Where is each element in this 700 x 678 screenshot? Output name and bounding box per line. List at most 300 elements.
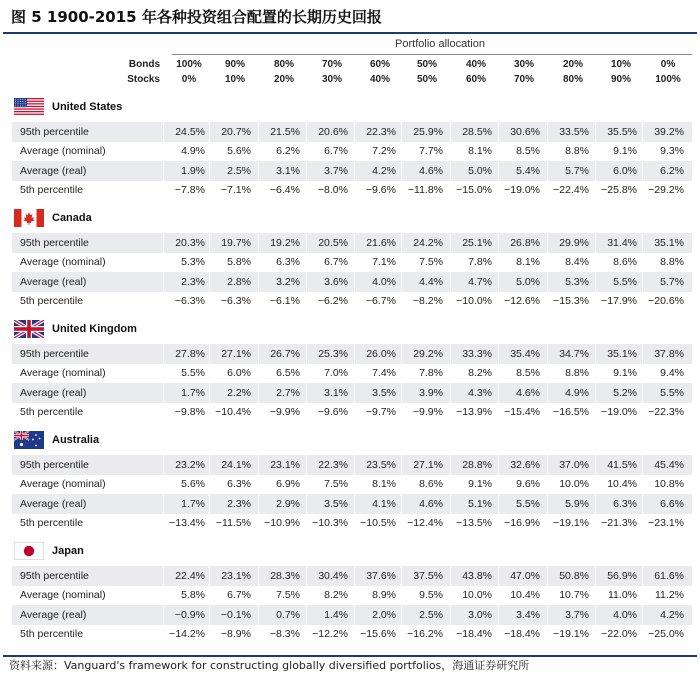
table-cell: 5.2% bbox=[613, 387, 637, 399]
table-cell: −25.0% bbox=[648, 628, 684, 640]
row-label: 95th percentile bbox=[20, 459, 89, 471]
table-cell: 9.3% bbox=[660, 145, 684, 157]
table-cell: 5.5% bbox=[613, 276, 637, 288]
table-cell: 2.5% bbox=[227, 165, 251, 177]
table-cell: 1.9% bbox=[181, 165, 205, 177]
stocks-allocation-header: 50% bbox=[416, 74, 437, 85]
table-cell: −8.9% bbox=[220, 628, 251, 640]
table-cell: 33.3% bbox=[462, 348, 492, 360]
table-cell: 6.2% bbox=[276, 145, 300, 157]
table-cell: 2.3% bbox=[181, 276, 205, 288]
table-cell: 2.3% bbox=[227, 498, 251, 510]
table-cell: 4.6% bbox=[419, 165, 443, 177]
table-cell: 35.5% bbox=[607, 126, 637, 138]
table-cell: 29.2% bbox=[413, 348, 443, 360]
table-cell: −15.0% bbox=[456, 184, 492, 196]
row-label: 5th percentile bbox=[20, 406, 84, 418]
table-cell: −10.4% bbox=[215, 406, 251, 418]
table-cell: 27.8% bbox=[175, 348, 205, 360]
table-cell: −7.1% bbox=[220, 184, 251, 196]
table-cell: −10.9% bbox=[264, 517, 300, 529]
table-row bbox=[12, 383, 692, 403]
table-cell: 6.3% bbox=[227, 478, 251, 490]
table-cell: 22.3% bbox=[318, 459, 348, 471]
table-cell: 3.4% bbox=[516, 609, 540, 621]
table-cell: −9.9% bbox=[269, 406, 300, 418]
table-cell: 4.2% bbox=[372, 165, 396, 177]
country-header bbox=[14, 97, 122, 117]
table-cell: 20.6% bbox=[318, 126, 348, 138]
table-cell: 2.8% bbox=[227, 276, 251, 288]
table-row bbox=[12, 272, 692, 292]
table-cell: −14.2% bbox=[169, 628, 205, 640]
stocks-allocation-header: 10% bbox=[224, 74, 245, 85]
table-cell: −6.3% bbox=[220, 295, 251, 307]
country-name: Japan bbox=[52, 545, 84, 557]
table-cell: 8.6% bbox=[613, 256, 637, 268]
table-cell: −9.6% bbox=[365, 184, 396, 196]
portfolio-allocation-heading: Portfolio allocation bbox=[395, 38, 485, 50]
table-cell: 5.3% bbox=[181, 256, 205, 268]
table-cell: 37.5% bbox=[413, 570, 443, 582]
table-cell: −6.4% bbox=[269, 184, 300, 196]
table-cell: 8.5% bbox=[516, 145, 540, 157]
table-cell: −11.5% bbox=[215, 517, 251, 529]
bonds-allocation-header: 100% bbox=[176, 59, 202, 70]
row-label: 95th percentile bbox=[20, 348, 89, 360]
table-cell: −15.6% bbox=[360, 628, 396, 640]
row-label: Average (nominal) bbox=[20, 256, 106, 268]
table-cell: 21.6% bbox=[366, 237, 396, 249]
table-cell: 4.2% bbox=[660, 609, 684, 621]
table-cell: −7.8% bbox=[174, 184, 205, 196]
table-cell: 9.4% bbox=[660, 367, 684, 379]
table-cell: 2.9% bbox=[276, 498, 300, 510]
table-cell: −12.6% bbox=[504, 295, 540, 307]
table-cell: 35.4% bbox=[510, 348, 540, 360]
row-label: 95th percentile bbox=[20, 570, 89, 582]
row-label: Average (nominal) bbox=[20, 478, 106, 490]
table-cell: 3.0% bbox=[468, 609, 492, 621]
stocks-allocation-header: 30% bbox=[321, 74, 342, 85]
table-cell: 6.7% bbox=[324, 145, 348, 157]
table-cell: 9.1% bbox=[613, 145, 637, 157]
table-cell: 8.4% bbox=[565, 256, 589, 268]
table-cell: −19.1% bbox=[553, 517, 589, 529]
table-cell: 8.1% bbox=[372, 478, 396, 490]
table-row bbox=[12, 122, 692, 142]
table-cell: 5.5% bbox=[181, 367, 205, 379]
row-label: Average (nominal) bbox=[20, 145, 106, 157]
table-row bbox=[12, 566, 692, 586]
bonds-allocation-header: 80% bbox=[273, 59, 294, 70]
table-cell: −8.2% bbox=[412, 295, 443, 307]
table-cell: 19.7% bbox=[221, 237, 251, 249]
table-cell: −9.9% bbox=[412, 406, 443, 418]
row-label: Average (real) bbox=[20, 165, 87, 177]
table-row bbox=[12, 402, 692, 422]
table-cell: −20.6% bbox=[648, 295, 684, 307]
table-row bbox=[12, 233, 692, 253]
table-cell: 3.1% bbox=[324, 387, 348, 399]
table-cell: 23.5% bbox=[366, 459, 396, 471]
table-cell: 33.5% bbox=[559, 126, 589, 138]
table-cell: −9.8% bbox=[174, 406, 205, 418]
table-cell: −19.0% bbox=[504, 184, 540, 196]
table-cell: 5.7% bbox=[565, 165, 589, 177]
table-cell: 25.9% bbox=[413, 126, 443, 138]
figure-title: 图 5 1900-2015 年各种投资组合配置的长期历史回报 bbox=[3, 0, 697, 34]
table-cell: −11.8% bbox=[407, 184, 443, 196]
stocks-allocation-header: 40% bbox=[369, 74, 390, 85]
table-cell: 5.5% bbox=[516, 498, 540, 510]
table-cell: 28.8% bbox=[462, 459, 492, 471]
table-cell: 4.0% bbox=[372, 276, 396, 288]
table-cell: −10.5% bbox=[360, 517, 396, 529]
table-cell: 7.5% bbox=[324, 478, 348, 490]
stocks-allocation-header: 70% bbox=[513, 74, 534, 85]
table-row bbox=[12, 180, 692, 200]
table-cell: −22.3% bbox=[648, 406, 684, 418]
table-cell: 7.4% bbox=[372, 367, 396, 379]
table-cell: 43.8% bbox=[462, 570, 492, 582]
table-cell: 6.0% bbox=[227, 367, 251, 379]
table-cell: 6.5% bbox=[276, 367, 300, 379]
table-cell: 56.9% bbox=[607, 570, 637, 582]
table-cell: 21.5% bbox=[270, 126, 300, 138]
row-label: Average (real) bbox=[20, 498, 87, 510]
table-cell: −6.1% bbox=[269, 295, 300, 307]
table-cell: −0.1% bbox=[220, 609, 251, 621]
table-cell: 2.7% bbox=[276, 387, 300, 399]
table-cell: 4.9% bbox=[565, 387, 589, 399]
table-cell: 30.6% bbox=[510, 126, 540, 138]
table-cell: 27.1% bbox=[221, 348, 251, 360]
bonds-allocation-header: 50% bbox=[416, 59, 437, 70]
table-cell: 24.5% bbox=[175, 126, 205, 138]
table-cell: 4.6% bbox=[419, 498, 443, 510]
table-cell: 8.9% bbox=[372, 589, 396, 601]
table-cell: 8.5% bbox=[516, 367, 540, 379]
bonds-allocation-header: 10% bbox=[610, 59, 631, 70]
table-cell: 34.7% bbox=[559, 348, 589, 360]
table-cell: −22.0% bbox=[601, 628, 637, 640]
country-header bbox=[14, 208, 92, 228]
table-cell: 6.0% bbox=[613, 165, 637, 177]
table-cell: 24.2% bbox=[413, 237, 443, 249]
table-cell: 7.5% bbox=[419, 256, 443, 268]
table-cell: 10.4% bbox=[510, 589, 540, 601]
row-label: 5th percentile bbox=[20, 184, 84, 196]
bonds-allocation-header: 0% bbox=[660, 59, 676, 70]
table-cell: 50.8% bbox=[559, 570, 589, 582]
table-row bbox=[12, 494, 692, 514]
table-row bbox=[12, 585, 692, 605]
stocks-allocation-header: 20% bbox=[273, 74, 294, 85]
table-cell: 4.6% bbox=[516, 387, 540, 399]
row-label: Average (nominal) bbox=[20, 367, 106, 379]
table-cell: 28.3% bbox=[270, 570, 300, 582]
table-cell: 5.0% bbox=[468, 165, 492, 177]
allocation-divider bbox=[172, 54, 692, 55]
table-cell: 7.7% bbox=[419, 145, 443, 157]
stocks-allocation-header: 0% bbox=[181, 74, 197, 85]
table-cell: 37.0% bbox=[559, 459, 589, 471]
table-cell: −15.4% bbox=[504, 406, 540, 418]
row-label: Average (nominal) bbox=[20, 589, 106, 601]
table-cell: −15.3% bbox=[553, 295, 589, 307]
table-cell: 10.0% bbox=[559, 478, 589, 490]
table-cell: 4.3% bbox=[468, 387, 492, 399]
table-cell: 19.2% bbox=[270, 237, 300, 249]
table-cell: 10.0% bbox=[462, 589, 492, 601]
country-name: Canada bbox=[52, 212, 92, 224]
bonds-allocation-header: 20% bbox=[562, 59, 583, 70]
table-row bbox=[12, 363, 692, 383]
table-cell: 11.2% bbox=[655, 589, 684, 601]
table-cell: 3.6% bbox=[324, 276, 348, 288]
table-cell: 3.2% bbox=[276, 276, 300, 288]
table-cell: 23.2% bbox=[175, 459, 205, 471]
table-cell: 27.1% bbox=[413, 459, 443, 471]
row-label: 5th percentile bbox=[20, 628, 84, 640]
table-cell: 6.2% bbox=[660, 165, 684, 177]
stocks-allocation-header: 60% bbox=[465, 74, 486, 85]
country-header bbox=[14, 541, 84, 561]
table-row bbox=[12, 161, 692, 181]
table-cell: −19.0% bbox=[601, 406, 637, 418]
table-cell: 6.3% bbox=[613, 498, 637, 510]
table-cell: 30.4% bbox=[318, 570, 348, 582]
table-cell: −12.2% bbox=[312, 628, 348, 640]
table-cell: 10.4% bbox=[607, 478, 637, 490]
table-cell: −13.9% bbox=[456, 406, 492, 418]
row-label: 5th percentile bbox=[20, 517, 84, 529]
table-cell: −6.7% bbox=[365, 295, 396, 307]
table-cell: 26.7% bbox=[270, 348, 300, 360]
table-cell: −8.3% bbox=[269, 628, 300, 640]
table-cell: 26.8% bbox=[510, 237, 540, 249]
table-cell: 47.0% bbox=[510, 570, 540, 582]
canada-flag-icon bbox=[14, 209, 44, 227]
table-cell: 5.4% bbox=[516, 165, 540, 177]
bonds-allocation-header: 40% bbox=[465, 59, 486, 70]
table-cell: −10.3% bbox=[312, 517, 348, 529]
table-cell: 24.1% bbox=[221, 459, 251, 471]
table-cell: 5.7% bbox=[660, 276, 684, 288]
table-cell: 29.9% bbox=[559, 237, 589, 249]
table-cell: 6.9% bbox=[276, 478, 300, 490]
table-row bbox=[12, 624, 692, 644]
table-cell: 32.6% bbox=[510, 459, 540, 471]
stocks-header-label: Stocks bbox=[127, 74, 160, 85]
table-cell: 22.3% bbox=[366, 126, 396, 138]
australia-flag-icon bbox=[14, 431, 44, 449]
table-row bbox=[12, 291, 692, 311]
table-cell: 7.8% bbox=[468, 256, 492, 268]
table-cell: 8.8% bbox=[660, 256, 684, 268]
table-cell: 6.7% bbox=[227, 589, 251, 601]
bonds-allocation-header: 30% bbox=[513, 59, 534, 70]
table-cell: 1.7% bbox=[181, 387, 205, 399]
table-cell: −9.6% bbox=[317, 406, 348, 418]
source-note: 资料来源：Vanguard's framework for constructing globally diversified portfolios，海通证券研究所 bbox=[3, 655, 697, 675]
table-cell: 35.1% bbox=[607, 348, 637, 360]
table-cell: 6.6% bbox=[660, 498, 684, 510]
bonds-header-label: Bonds bbox=[128, 59, 160, 70]
table-cell: 8.2% bbox=[324, 589, 348, 601]
country-name: Australia bbox=[52, 434, 100, 446]
table-cell: 1.7% bbox=[181, 498, 205, 510]
table-cell: −13.5% bbox=[456, 517, 492, 529]
row-label: Average (real) bbox=[20, 609, 87, 621]
table-cell: 23.1% bbox=[270, 459, 300, 471]
table-cell: 3.1% bbox=[276, 165, 300, 177]
table-cell: 5.1% bbox=[468, 498, 492, 510]
table-cell: 20.3% bbox=[175, 237, 205, 249]
table-row bbox=[12, 344, 692, 364]
table-cell: −25.8% bbox=[601, 184, 637, 196]
table-cell: −13.4% bbox=[169, 517, 205, 529]
table-cell: 9.1% bbox=[613, 367, 637, 379]
table-cell: 0.7% bbox=[276, 609, 300, 621]
table-cell: 4.9% bbox=[181, 145, 205, 157]
table-cell: 2.0% bbox=[372, 609, 396, 621]
table-cell: −16.5% bbox=[553, 406, 589, 418]
table-cell: −29.2% bbox=[648, 184, 684, 196]
table-cell: 7.0% bbox=[324, 367, 348, 379]
table-cell: 11.0% bbox=[608, 589, 637, 601]
japan-flag-icon bbox=[14, 542, 44, 560]
table-row bbox=[12, 252, 692, 272]
table-cell: −17.9% bbox=[601, 295, 637, 307]
table-cell: 41.5% bbox=[607, 459, 637, 471]
table-row bbox=[12, 605, 692, 625]
table-cell: 4.7% bbox=[468, 276, 492, 288]
table-row bbox=[12, 513, 692, 533]
table-cell: 20.7% bbox=[221, 126, 251, 138]
table-cell: −8.0% bbox=[317, 184, 348, 196]
table-cell: 26.0% bbox=[366, 348, 396, 360]
table-cell: 5.3% bbox=[565, 276, 589, 288]
table-cell: 31.4% bbox=[607, 237, 637, 249]
table-cell: 7.8% bbox=[419, 367, 443, 379]
bonds-allocation-header: 60% bbox=[369, 59, 390, 70]
table-cell: 37.6% bbox=[366, 570, 396, 582]
table-row bbox=[12, 141, 692, 161]
table-cell: 9.6% bbox=[516, 478, 540, 490]
table-cell: 5.6% bbox=[227, 145, 251, 157]
table-cell: 25.3% bbox=[318, 348, 348, 360]
table-cell: 4.0% bbox=[613, 609, 637, 621]
bonds-allocation-header: 70% bbox=[321, 59, 342, 70]
table-cell: 7.5% bbox=[276, 589, 300, 601]
table-row bbox=[12, 474, 692, 494]
row-label: 95th percentile bbox=[20, 237, 89, 249]
table-cell: 5.6% bbox=[181, 478, 205, 490]
table-cell: −6.2% bbox=[317, 295, 348, 307]
table-cell: 4.1% bbox=[372, 498, 396, 510]
table-cell: −9.7% bbox=[365, 406, 396, 418]
table-cell: 22.4% bbox=[175, 570, 205, 582]
stocks-allocation-header: 90% bbox=[610, 74, 631, 85]
table-cell: 4.4% bbox=[419, 276, 443, 288]
table-cell: 9.1% bbox=[468, 478, 492, 490]
table-cell: 7.1% bbox=[372, 256, 396, 268]
table-cell: 5.5% bbox=[660, 387, 684, 399]
row-label: 5th percentile bbox=[20, 295, 84, 307]
table-cell: 5.9% bbox=[565, 498, 589, 510]
table-cell: −18.4% bbox=[504, 628, 540, 640]
table-cell: −10.0% bbox=[456, 295, 492, 307]
table-cell: 8.2% bbox=[468, 367, 492, 379]
table-cell: 5.8% bbox=[227, 256, 251, 268]
table-cell: −21.3% bbox=[601, 517, 637, 529]
table-cell: 3.7% bbox=[324, 165, 348, 177]
table-cell: 25.1% bbox=[462, 237, 492, 249]
table-cell: 9.5% bbox=[419, 589, 443, 601]
table-cell: 5.0% bbox=[516, 276, 540, 288]
country-name: United States bbox=[52, 101, 123, 113]
table-cell: 39.2% bbox=[654, 126, 684, 138]
table-cell: 7.2% bbox=[372, 145, 396, 157]
table-cell: 1.4% bbox=[324, 609, 348, 621]
table-cell: 8.1% bbox=[516, 256, 540, 268]
row-label: 95th percentile bbox=[20, 126, 89, 138]
table-cell: 35.1% bbox=[654, 237, 684, 249]
table-cell: −16.2% bbox=[407, 628, 443, 640]
table-cell: 23.1% bbox=[221, 570, 251, 582]
table-cell: −23.1% bbox=[648, 517, 684, 529]
table-cell: 8.6% bbox=[419, 478, 443, 490]
table-cell: 6.7% bbox=[324, 256, 348, 268]
table-cell: 10.8% bbox=[654, 478, 684, 490]
stocks-allocation-header: 80% bbox=[562, 74, 583, 85]
stocks-allocation-header: 100% bbox=[655, 74, 681, 85]
table-cell: −19.1% bbox=[553, 628, 589, 640]
table-cell: 6.3% bbox=[276, 256, 300, 268]
table-cell: 2.5% bbox=[419, 609, 443, 621]
table-row bbox=[12, 455, 692, 475]
table-cell: −18.4% bbox=[456, 628, 492, 640]
table-cell: 8.8% bbox=[565, 145, 589, 157]
table-cell: −0.9% bbox=[174, 609, 205, 621]
table-cell: −22.4% bbox=[553, 184, 589, 196]
table-cell: −16.9% bbox=[504, 517, 540, 529]
country-header bbox=[14, 319, 137, 339]
table-cell: 3.7% bbox=[565, 609, 589, 621]
country-name: United Kingdom bbox=[52, 323, 137, 335]
table-cell: 8.8% bbox=[565, 367, 589, 379]
table-cell: 5.8% bbox=[181, 589, 205, 601]
bonds-allocation-header: 90% bbox=[224, 59, 245, 70]
table-cell: 3.9% bbox=[419, 387, 443, 399]
table-cell: 8.1% bbox=[468, 145, 492, 157]
uk-flag-icon bbox=[14, 320, 44, 338]
table-cell: 61.6% bbox=[654, 570, 684, 582]
table-cell: 10.7% bbox=[559, 589, 589, 601]
table-cell: 45.4% bbox=[654, 459, 684, 471]
table-cell: 3.5% bbox=[372, 387, 396, 399]
country-header bbox=[14, 430, 99, 450]
table-cell: 3.5% bbox=[324, 498, 348, 510]
table-cell: −12.4% bbox=[407, 517, 443, 529]
table-cell: −6.3% bbox=[174, 295, 205, 307]
table-cell: 37.8% bbox=[654, 348, 684, 360]
table-cell: 20.5% bbox=[318, 237, 348, 249]
table-cell: 28.5% bbox=[462, 126, 492, 138]
row-label: Average (real) bbox=[20, 387, 87, 399]
